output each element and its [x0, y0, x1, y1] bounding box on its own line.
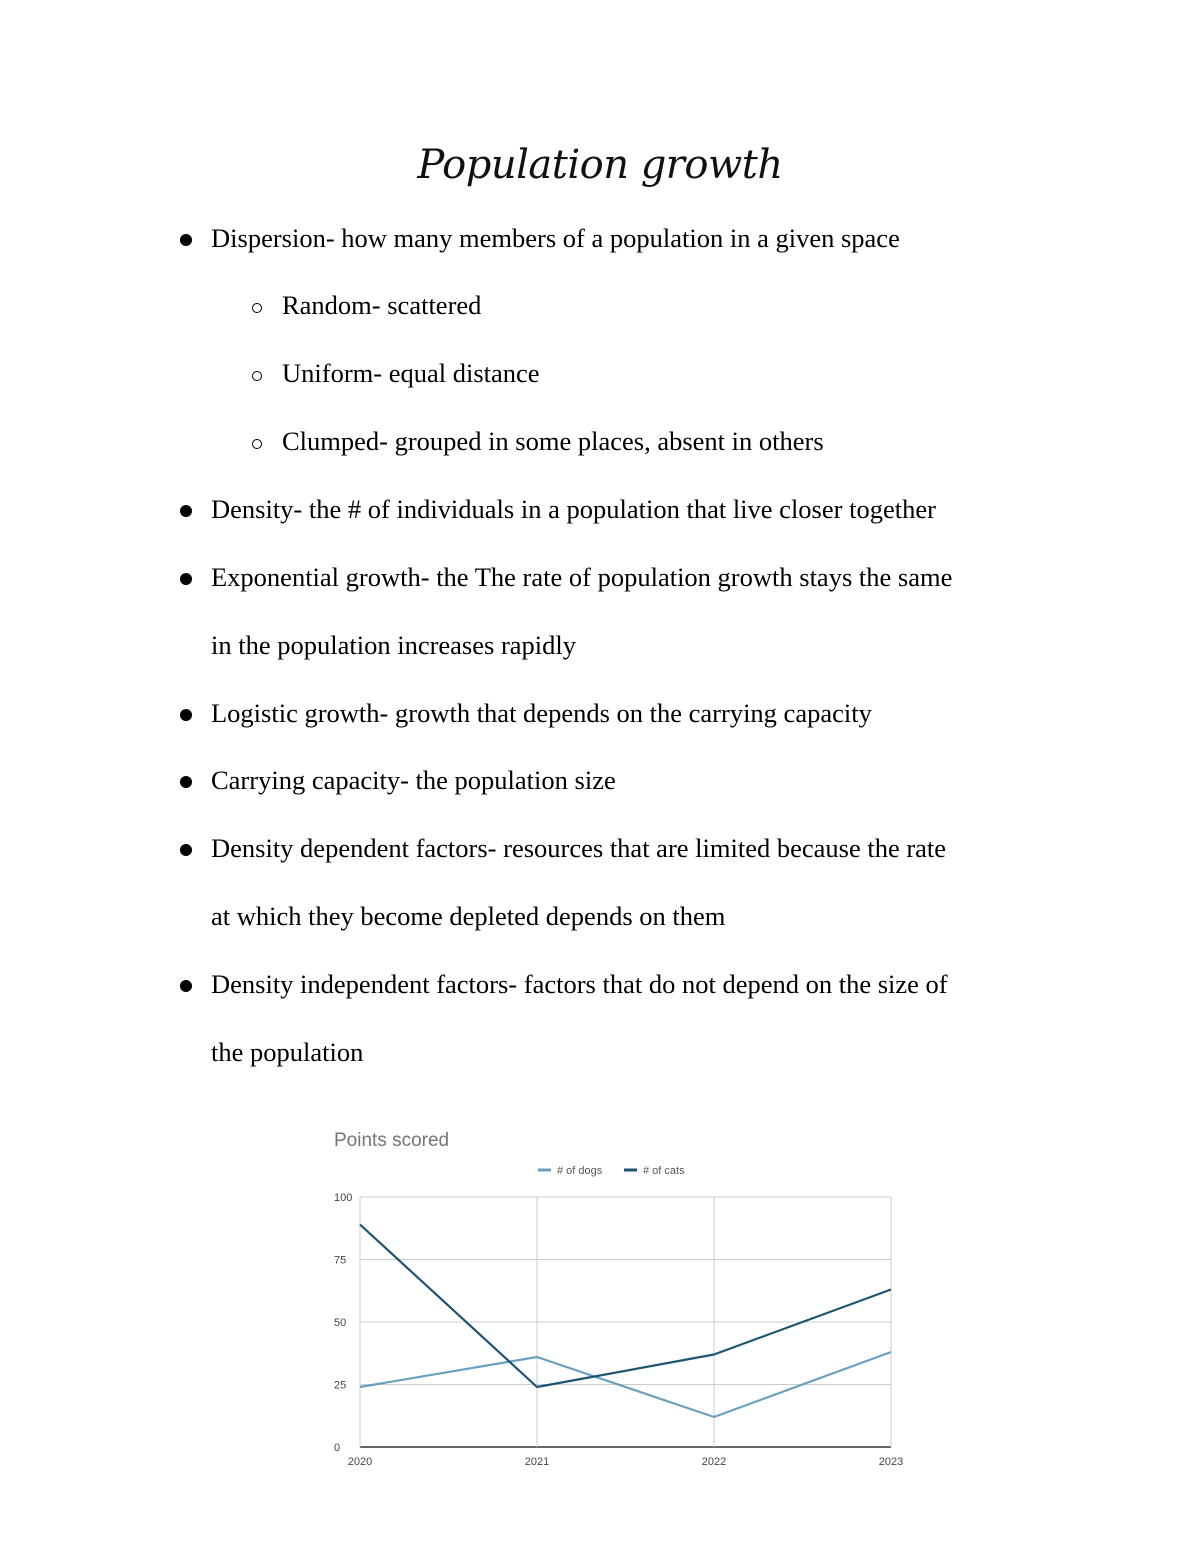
list-item-carrying-capacity: Carrying capacity- the population size — [211, 765, 616, 795]
list-item-density-independent: Density independent factors- factors that do not depend on the size of — [211, 969, 948, 999]
list-item-dispersion: Dispersion- how many members of a population in a given space — [211, 223, 900, 253]
list-item-exponential: Exponential growth- the The rate of population growth stays the same — [211, 562, 953, 592]
sub-item-uniform: Uniform- equal distance — [282, 358, 540, 388]
series-line-cats — [360, 1225, 891, 1388]
y-tick-label: 100 — [334, 1192, 353, 1204]
sub-item-random: Random- scattered — [282, 290, 482, 320]
x-tick-label: 2023 — [878, 1456, 904, 1468]
legend-label: # of dogs — [557, 1165, 603, 1177]
y-tick-label: 50 — [334, 1317, 347, 1329]
list-item-density-independent-continued: the population — [211, 1037, 364, 1067]
y-tick-label: 0 — [334, 1442, 341, 1454]
list-item-logistic: Logistic growth- growth that depends on the carrying capacity — [211, 698, 872, 728]
y-tick-label: 75 — [334, 1254, 347, 1267]
list-item-exponential-continued: in the population increases rapidly — [211, 630, 577, 660]
x-tick-label: 2022 — [701, 1456, 727, 1468]
document-title: Population growth — [417, 142, 783, 188]
y-tick-label: 25 — [334, 1379, 347, 1392]
sub-item-clumped: Clumped- grouped in some places, absent in others — [282, 426, 824, 456]
x-tick-label: 2021 — [524, 1456, 550, 1468]
legend-label: # of cats — [643, 1165, 685, 1177]
chart-title: Points scored — [334, 1130, 450, 1151]
list-item-density-dependent: Density dependent factors- resources that are limited because the rate — [211, 833, 947, 863]
x-tick-label: 2020 — [347, 1456, 373, 1468]
list-item-density: Density- the # of individuals in a population that live closer together — [211, 494, 936, 524]
list-item-density-dependent-continued: at which they become depleted depends on them — [211, 901, 726, 931]
